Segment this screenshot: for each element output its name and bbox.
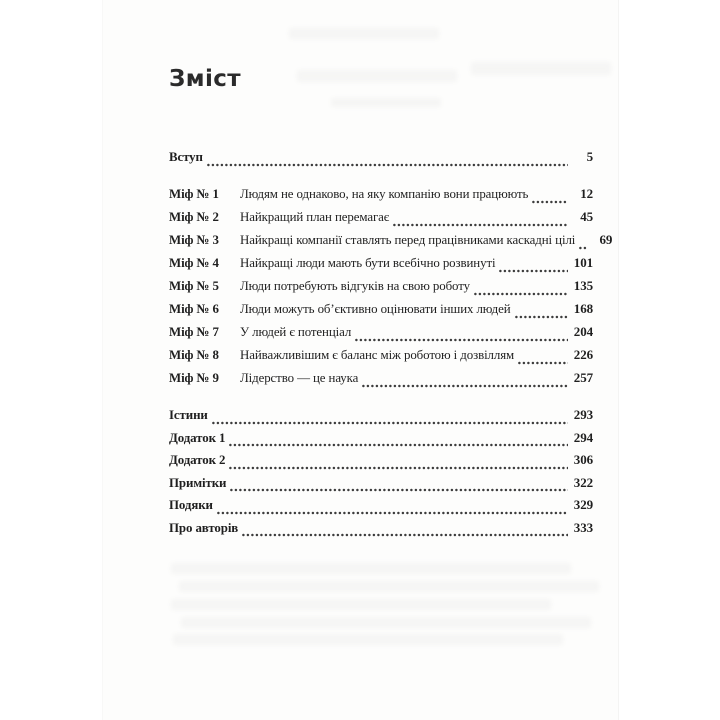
table-of-contents bbox=[169, 149, 613, 542]
dotted-leader bbox=[499, 269, 568, 273]
toc-entry-page-number: 168 bbox=[573, 301, 593, 316]
toc-entry-label: Міф № 8 bbox=[169, 348, 219, 362]
toc-entry-myth bbox=[169, 278, 593, 301]
dotted-leader bbox=[532, 200, 568, 204]
dotted-leader bbox=[229, 466, 568, 470]
toc-entry-page-number: 322 bbox=[573, 474, 593, 490]
page-title: Зміст bbox=[169, 66, 241, 92]
showthrough-ghost bbox=[171, 563, 571, 574]
dotted-leader bbox=[362, 384, 568, 388]
toc-entry-label: Міф № 6 bbox=[169, 302, 219, 316]
toc-section-backmatter bbox=[169, 407, 593, 542]
toc-entry-page-number: 12 bbox=[580, 186, 593, 201]
toc-entry-page-number: 226 bbox=[573, 347, 593, 362]
toc-entry-page-number: 333 bbox=[573, 519, 593, 535]
toc-entry-page-number: 135 bbox=[573, 278, 593, 293]
toc-entry-page-number: 45 bbox=[580, 209, 593, 224]
toc-entry-label: Додаток 2 bbox=[169, 453, 226, 467]
toc-entry-label: Міф № 1 bbox=[169, 187, 219, 201]
toc-section-myths bbox=[169, 186, 613, 393]
dotted-leader bbox=[355, 338, 568, 342]
toc-entry-label: Подяки bbox=[169, 498, 213, 512]
toc-entry-title: Найкращі люди мають бути всебічно розвинуті bbox=[240, 256, 496, 270]
toc-entry-label: Міф № 7 bbox=[169, 325, 219, 339]
showthrough-ghost bbox=[331, 98, 441, 107]
showthrough-ghost bbox=[179, 581, 599, 592]
toc-entry-myth bbox=[169, 324, 593, 347]
toc-entry-page-number: 293 bbox=[573, 407, 593, 422]
toc-entry-backmatter bbox=[169, 497, 593, 520]
toc-entry-title: Найкращий план перемагає bbox=[240, 210, 390, 224]
toc-entry-title: Найважливішим є баланс між роботою і дозвіллям bbox=[240, 348, 515, 362]
toc-entry-page-number: 329 bbox=[573, 497, 593, 512]
dotted-leader bbox=[229, 443, 568, 447]
dotted-leader bbox=[207, 163, 568, 167]
toc-entry-title: У людей є потенціал bbox=[240, 325, 352, 339]
toc-entry-myth bbox=[169, 186, 593, 209]
toc-entry-label: Примітки bbox=[169, 475, 227, 490]
toc-entry-page-number: 101 bbox=[573, 255, 593, 270]
toc-entry-label: Міф № 3 bbox=[169, 233, 219, 247]
toc-entry-page-number: 257 bbox=[573, 370, 593, 385]
toc-entry-backmatter bbox=[169, 452, 593, 475]
dotted-leader bbox=[474, 292, 568, 296]
toc-entry-title: Люди потребують відгуків на свою роботу bbox=[240, 279, 470, 293]
toc-entry-page-number: 294 bbox=[573, 429, 593, 445]
showthrough-ghost bbox=[471, 62, 611, 75]
toc-entry-myth bbox=[169, 301, 593, 324]
toc-entry-intro bbox=[169, 149, 593, 172]
toc-entry-page-number: 5 bbox=[586, 149, 593, 164]
toc-entry-myth bbox=[169, 209, 593, 232]
dotted-leader bbox=[212, 421, 568, 425]
toc-entry-label: Міф № 9 bbox=[169, 371, 219, 385]
toc-entry-title: Люди можуть об’єктивно оцінювати інших людей bbox=[240, 302, 511, 316]
toc-entry-page-number: 306 bbox=[573, 452, 593, 467]
toc-entry-label: Додаток 1 bbox=[169, 430, 226, 445]
toc-entry-title: Лідерство — це наука bbox=[240, 371, 359, 385]
toc-entry-backmatter bbox=[169, 475, 593, 498]
toc-entry-backmatter bbox=[169, 520, 593, 543]
dotted-leader bbox=[230, 488, 568, 492]
dotted-leader bbox=[217, 511, 568, 515]
toc-entry-label: Вступ bbox=[169, 150, 203, 164]
dotted-leader bbox=[242, 533, 568, 537]
dotted-leader bbox=[393, 223, 568, 227]
toc-entry-label: Міф № 4 bbox=[169, 256, 219, 270]
showthrough-ghost bbox=[297, 70, 457, 82]
showthrough-ghost bbox=[173, 634, 563, 645]
toc-entry-page-number: 69 bbox=[599, 232, 613, 247]
toc-entry-myth bbox=[169, 370, 593, 393]
toc-entry-title: Людям не однаково, на яку компанію вони працюють bbox=[240, 187, 529, 201]
showthrough-ghost bbox=[171, 599, 551, 610]
dotted-leader bbox=[579, 246, 587, 250]
dotted-leader bbox=[518, 361, 568, 365]
dotted-leader bbox=[515, 315, 568, 319]
toc-entry-title: Найкращі компанії ставлять перед працівниками каскадні цілі bbox=[240, 233, 576, 247]
toc-entry-myth bbox=[169, 232, 613, 255]
toc-entry-myth bbox=[169, 347, 593, 370]
toc-entry-backmatter bbox=[169, 407, 593, 430]
toc-entry-label: Міф № 5 bbox=[169, 279, 219, 293]
toc-entry-myth bbox=[169, 255, 593, 278]
toc-entry-label: Міф № 2 bbox=[169, 210, 219, 224]
book-page bbox=[102, 0, 619, 720]
toc-entry-backmatter bbox=[169, 430, 593, 453]
toc-entry-page-number: 204 bbox=[573, 324, 593, 339]
showthrough-ghost bbox=[289, 28, 439, 39]
showthrough-ghost bbox=[181, 617, 591, 628]
toc-entry-label: Істини bbox=[169, 408, 208, 422]
toc-entry-label: Про авторів bbox=[169, 520, 239, 535]
